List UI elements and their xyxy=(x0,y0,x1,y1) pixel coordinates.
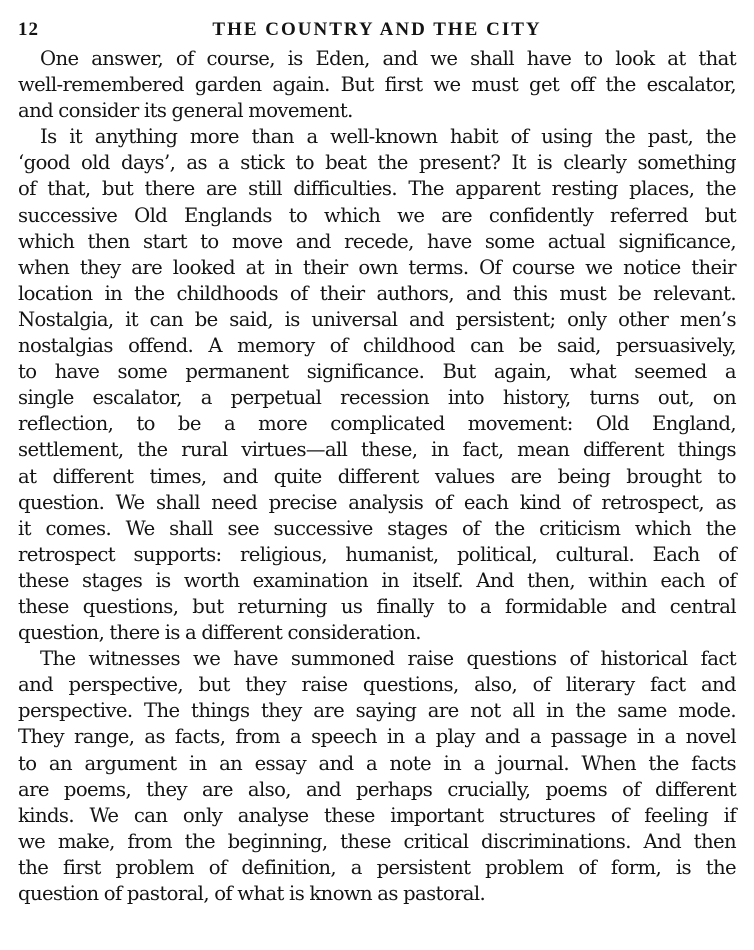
text-line: nostalgias offend. A memory of childhood can be said, persuasively, xyxy=(18,334,736,358)
text-line: to have some permanent significance. But again, what seemed a xyxy=(18,360,736,384)
running-head xyxy=(18,16,736,46)
running-head-title: THE COUNTRY AND THE CITY xyxy=(212,19,542,40)
page-number: 12 xyxy=(18,19,39,40)
text-line: these stages is worth examination in itself. And then, within each of xyxy=(18,568,736,592)
text-line: we make, from the beginning, these critical discriminations. And then xyxy=(18,829,736,853)
paragraph-2 xyxy=(18,124,736,646)
text-line: of that, but there are still difficulties. The apparent resting places, the xyxy=(18,177,736,201)
text-line: Nostalgia, it can be said, is universal and persistent; only other men’s xyxy=(18,307,736,331)
text-line: successive Old Englands to which we are confidently referred but xyxy=(18,203,736,227)
text-line: it comes. We shall see successive stages of the criticism which the xyxy=(18,516,736,540)
body-text xyxy=(18,46,736,907)
text-line: well-remembered garden again. But first we must get off the escalator, xyxy=(18,73,736,97)
text-line: when they are looked at in their own terms. Of course we notice their xyxy=(18,255,736,279)
paragraph-3 xyxy=(18,646,736,907)
text-line: perspective. The things they are saying are not all in the same mode. xyxy=(18,699,736,723)
text-line: kinds. We can only analyse these important structures of feeling if xyxy=(18,803,736,827)
text-line: question of pastoral, of what is known as pastoral. xyxy=(18,882,486,905)
text-line: ‘good old days’, as a stick to beat the present? It is clearly something xyxy=(18,151,736,175)
text-line: Is it anything more than a well-known habit of using the past, the xyxy=(40,125,736,149)
text-line: which then start to move and recede, have some actual significance, xyxy=(18,229,736,253)
text-line: One answer, of course, is Eden, and we shall have to look at that xyxy=(40,47,736,70)
text-line: and consider its general movement. xyxy=(18,99,353,123)
text-line: location in the childhoods of their authors, and this must be relevant. xyxy=(18,281,736,305)
text-line: these questions, but returning us finally to a formidable and central xyxy=(18,594,736,618)
text-line: and perspective, but they raise questions, also, of literary fact and xyxy=(18,673,736,697)
text-line: single escalator, a perpetual recession into history, turns out, on xyxy=(18,386,736,410)
text-line: settlement, the rural virtues—all these, in fact, mean different things xyxy=(18,438,736,462)
text-line: reflection, to be a more complicated movement: Old England, xyxy=(18,412,736,436)
text-line: retrospect supports: religious, humanist, political, cultural. Each of xyxy=(18,542,736,566)
text-line: to an argument in an essay and a note in a journal. When the facts xyxy=(18,751,736,775)
text-line: The witnesses we have summoned raise questions of historical fact xyxy=(40,647,736,671)
text-line: question. We shall need precise analysis of each kind of retrospect, as xyxy=(18,490,736,514)
book-page xyxy=(18,16,736,907)
text-line: question, there is a different consideration. xyxy=(18,621,421,645)
text-line: the first problem of definition, a persistent problem of form, is the xyxy=(18,855,736,879)
text-line: They range, as facts, from a speech in a play and a passage in a novel xyxy=(18,725,736,749)
paragraph-1 xyxy=(18,46,736,124)
text-line: are poems, they are also, and perhaps crucially, poems of different xyxy=(18,777,736,801)
text-line: at different times, and quite different values are being brought to xyxy=(18,464,736,488)
